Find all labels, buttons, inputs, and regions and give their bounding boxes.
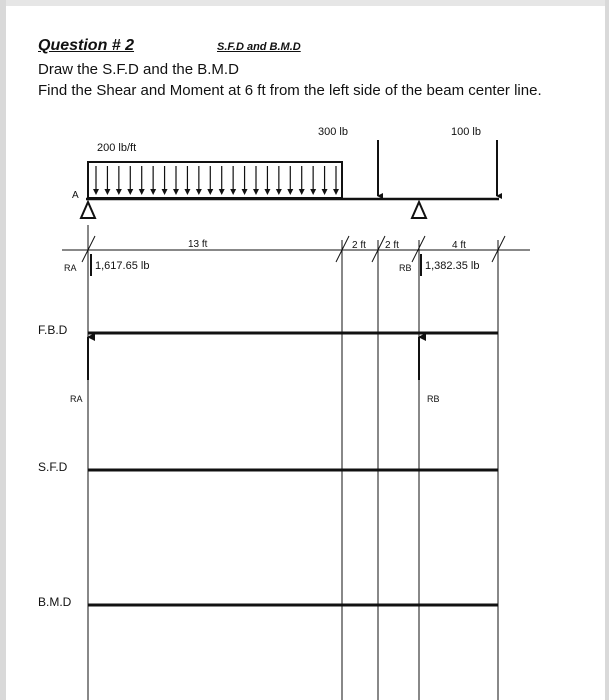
question-title: Question # 2 bbox=[38, 37, 135, 54]
dim-label-2ft-b: 2 ft bbox=[385, 240, 399, 251]
question-task: Find the Shear and Moment at 6 ft from the left side of the beam center line. bbox=[38, 82, 542, 99]
support-b-pin bbox=[412, 202, 426, 218]
reference-lines bbox=[88, 225, 498, 700]
udl-arrow-head bbox=[230, 189, 236, 195]
point-load-2-label: 100 lb bbox=[451, 126, 481, 138]
udl-arrow-head bbox=[173, 189, 179, 195]
distributed-load-label: 200 lb/ft bbox=[97, 142, 137, 154]
sfd-label: S.F.D bbox=[38, 460, 68, 474]
support-a-pin bbox=[81, 202, 95, 218]
rb-symbol: RB bbox=[399, 263, 412, 273]
udl-arrow-head bbox=[150, 189, 156, 195]
udl-arrow-head bbox=[276, 189, 282, 195]
distributed-load bbox=[88, 162, 342, 198]
fbd-rb-label: RB bbox=[427, 394, 440, 404]
question-subtitle: S.F.D and B.M.D bbox=[217, 41, 301, 53]
fbd-ra-label: RA bbox=[70, 394, 83, 404]
point-load-1-label: 300 lb bbox=[318, 126, 348, 138]
udl-arrow-head bbox=[253, 189, 259, 195]
dim-label-4ft: 4 ft bbox=[452, 240, 466, 251]
load-block-outline bbox=[88, 162, 342, 198]
bmd-label: B.M.D bbox=[38, 595, 72, 609]
dim-label-2ft-a: 2 ft bbox=[352, 240, 366, 251]
udl-arrow-head bbox=[184, 189, 190, 195]
udl-arrow-head bbox=[219, 189, 225, 195]
question-instruction: Draw the S.F.D and the B.M.D bbox=[38, 61, 239, 78]
udl-arrow-head bbox=[104, 189, 110, 195]
udl-arrow-head bbox=[299, 189, 305, 195]
rb-value: 1,382.35 lb bbox=[425, 260, 480, 272]
udl-arrow-head bbox=[127, 189, 133, 195]
udl-arrow-head bbox=[196, 189, 202, 195]
ra-value: 1,617.65 lb bbox=[95, 260, 150, 272]
support-a-label: A bbox=[72, 190, 79, 201]
ra-symbol: RA bbox=[64, 263, 77, 273]
udl-arrow-head bbox=[93, 189, 99, 195]
udl-arrow-head bbox=[207, 189, 213, 195]
udl-arrows bbox=[93, 166, 339, 195]
fbd-label: F.B.D bbox=[38, 323, 68, 337]
udl-arrow-head bbox=[264, 189, 270, 195]
udl-arrow-head bbox=[322, 189, 328, 195]
udl-arrow-head bbox=[287, 189, 293, 195]
udl-arrow-head bbox=[162, 189, 168, 195]
udl-arrow-head bbox=[310, 189, 316, 195]
dim-label-13ft: 13 ft bbox=[188, 239, 208, 250]
udl-arrow-head bbox=[333, 189, 339, 195]
udl-arrow-head bbox=[116, 189, 122, 195]
udl-arrow-head bbox=[139, 189, 145, 195]
udl-arrow-head bbox=[242, 189, 248, 195]
